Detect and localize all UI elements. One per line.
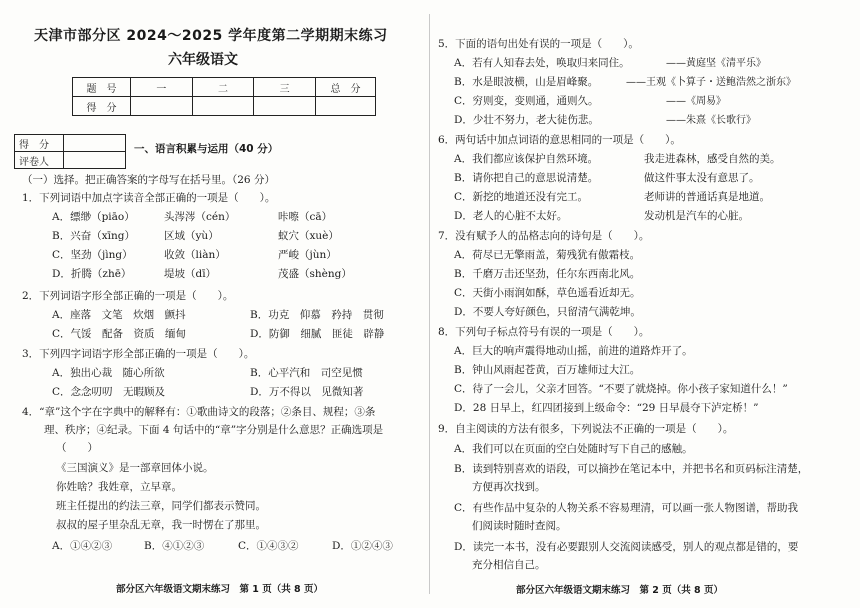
grader-score-cell (64, 135, 126, 152)
q4-sentence: 《三国演义》是一部章回体小说。 (56, 462, 214, 474)
q9-option: D．读完一本书，没有必要跟别人交流阅读感受，别人的观点都是错的，要 (454, 541, 799, 553)
q6-option-pair: 老师讲的普通话真是地道。 (644, 191, 770, 203)
q1-stem: 1．下列词语中加点字读音全部正确的一项是（ ）。 (22, 192, 276, 204)
q7-option: A．荷尽已无擎雨盖，菊残犹有傲霜枝。 (454, 249, 641, 261)
q6-option-pair: 发动机是汽车的心脏。 (644, 210, 749, 222)
q4-stem-line3: （ ） (56, 442, 98, 454)
q4-option: C．①④③② (238, 540, 299, 552)
score-header: 一 (131, 78, 193, 97)
q4-option: A．①④②③ (52, 540, 113, 552)
q1-option: 严峻（jùn） (278, 249, 337, 261)
grader-box (14, 134, 126, 169)
q3-option: A．独出心裁 随心所欲 (52, 367, 165, 379)
q8-option: D．28 日早上，红四团接到上级命令：“29 日早晨夺下泸定桥！” (454, 402, 759, 414)
q9-stem: 9．自主阅读的方法有很多，下列说法不正确的一项是（ ）。 (438, 423, 734, 435)
q1-option: 咔嚓（cā） (278, 211, 333, 223)
q8-stem: 8．下列句子标点符号有误的一项是（ ）。 (438, 326, 650, 338)
part-intro: （一）选择。把正确答案的字母写在括号里。（26 分） (22, 174, 275, 186)
score-header: 总 分 (315, 78, 375, 97)
q1-option: 收敛（liàn） (164, 249, 226, 261)
q9-option-cont: 方便再次找到。 (472, 481, 546, 493)
grader-name-cell (64, 152, 126, 169)
q5-attribution: ——王观《卜算子・送鲍浩然之浙东》 (626, 77, 796, 88)
score-header: 题 号 (73, 78, 131, 97)
q9-option-cont: 们阅读时随时查阅。 (472, 520, 567, 532)
q6-option: D．老人的心脏不太好。 (454, 210, 568, 222)
q4-stem-line2: 理、秩序；④纪录。下面 4 句话中的“章”字分别是什么意思？正确选项是 (44, 424, 384, 436)
q1-option: 头涔涔（cén） (164, 211, 236, 223)
q2-option: C．气馁 配备 资质 缅甸 (52, 328, 187, 340)
page-footer: 部分区六年级语文期末练习 第 1 页（共 8 页） (116, 584, 323, 595)
score-cell (254, 97, 316, 116)
q6-option-pair: 做这件事太没有意思了。 (644, 172, 760, 184)
q5-attribution: ——《周易》 (666, 96, 726, 107)
grader-score-label: 得 分 (15, 135, 64, 152)
q9-option: A．我们可以在页面的空白处随时写下自己的感触。 (454, 443, 693, 455)
q4-stem-line1: 4．“章”这个字在字典中的解释有：①歌曲诗文的段落；②条目、规程；③条 (22, 406, 376, 418)
q8-option: B．钟山风雨起苍黄，百万雄师过大江。 (454, 364, 641, 376)
score-cell (315, 97, 375, 116)
q6-option: C．新挖的地道还没有完工。 (454, 191, 589, 203)
exam-subtitle: 六年级语文 (168, 52, 238, 68)
q4-option: B．④①②③ (144, 540, 205, 552)
q5-option: A．若有人知春去处，唤取归来同住。 (454, 57, 630, 69)
q3-option: C．念念叨叨 无暇顾及 (52, 386, 166, 398)
q4-sentence: 你姓啥？我姓章，立早章。 (56, 481, 182, 493)
exam-title: 天津市部分区 2024～2025 学年度第二学期期末练习 (34, 28, 388, 44)
q5-attribution: ——朱熹《长歌行》 (666, 115, 756, 126)
q9-option-cont: 充分相信自己。 (472, 559, 546, 571)
q2-option: A．座落 文笔 炊烟 颤抖 (52, 309, 186, 321)
q1-option: A．缥缈（piāo） (52, 211, 135, 223)
score-header: 三 (254, 78, 316, 97)
q4-sentence: 叔叔的屋子里杂乱无章，我一时愣在了那里。 (56, 519, 266, 531)
score-cell (131, 97, 193, 116)
score-table (72, 77, 376, 116)
q3-option: D．万不得以 见微知著 (250, 386, 364, 398)
q8-option: C．待了一会儿，父亲才回答。“不要了就烧掉。你小孩子家知道什么！” (454, 383, 788, 395)
q5-attribution: ——黄庭坚《清平乐》 (666, 58, 766, 69)
q9-option: B．读到特别喜欢的语段，可以摘抄在笔记本中，并把书名和页码标注清楚， (454, 463, 809, 475)
q7-option: C．天街小雨润如酥，草色遥看近却无。 (454, 287, 641, 299)
q1-option: C．坚劲（jìng） (52, 249, 133, 261)
q7-option: B．千磨万击还坚劲，任尔东西南北风。 (454, 268, 641, 280)
section-title: 一、语言积累与运用（40 分） (134, 143, 279, 155)
q1-option: 堤坡（dī） (164, 268, 217, 280)
q5-option: B．水是眼波横，山是眉峰聚。 (454, 76, 599, 88)
q1-option: 区域（yù） (164, 230, 219, 242)
q3-stem: 3．下列四字词语字形全部正确的一项是（ ）。 (22, 348, 255, 360)
q8-option: A．巨大的响声震得地动山摇，前进的道路炸开了。 (454, 345, 693, 357)
q6-option-pair: 我走进森林，感受自然的美。 (644, 153, 781, 165)
q1-option: 茂盛（shèng） (278, 268, 352, 280)
q1-option: D．折腾（zhē） (52, 268, 132, 280)
q6-stem: 6．两句话中加点词语的意思相同的一项是（ ）。 (438, 134, 681, 146)
page-2 (430, 0, 860, 608)
q5-option: C．穷则变，变则通，通则久。 (454, 95, 599, 107)
q4-option: D．①②④③ (332, 540, 393, 552)
q6-option: A．我们都应该保护自然环境。 (454, 153, 599, 165)
score-cell (192, 97, 254, 116)
q2-option: B．功克 仰慕 矜持 贯彻 (250, 309, 384, 321)
q1-option: B．兴奋（xīng） (52, 230, 135, 242)
q2-stem: 2．下列词语字形全部正确的一项是（ ）。 (22, 290, 234, 302)
q1-option: 蚁穴（xuè） (278, 230, 339, 242)
q9-option: C．有些作品中复杂的人物关系不容易理清，可以画一张人物图谱，帮助我 (454, 502, 799, 514)
q6-option: B．请你把自己的意思说清楚。 (454, 172, 599, 184)
score-header: 二 (192, 78, 254, 97)
q7-option: D．不要人夸好颜色，只留清气满乾坤。 (454, 306, 641, 318)
q3-option: B．心平汽和 司空见惯 (250, 367, 363, 379)
q5-stem: 5．下面的语句出处有误的一项是（ ）。 (438, 38, 639, 50)
grader-name-label: 评卷人 (15, 152, 64, 169)
score-row-label: 得 分 (73, 97, 131, 116)
q5-option: D．少壮不努力，老大徒伤悲。 (454, 114, 599, 126)
page-footer: 部分区六年级语文期末练习 第 2 页（共 8 页） (516, 585, 723, 596)
q2-option: D．防御 细腻 匪徒 辟静 (250, 328, 385, 340)
q4-sentence: 班主任提出的约法三章，同学们都表示赞同。 (56, 500, 266, 512)
q7-stem: 7．没有赋予人的品格志向的诗句是（ ）。 (438, 230, 650, 242)
